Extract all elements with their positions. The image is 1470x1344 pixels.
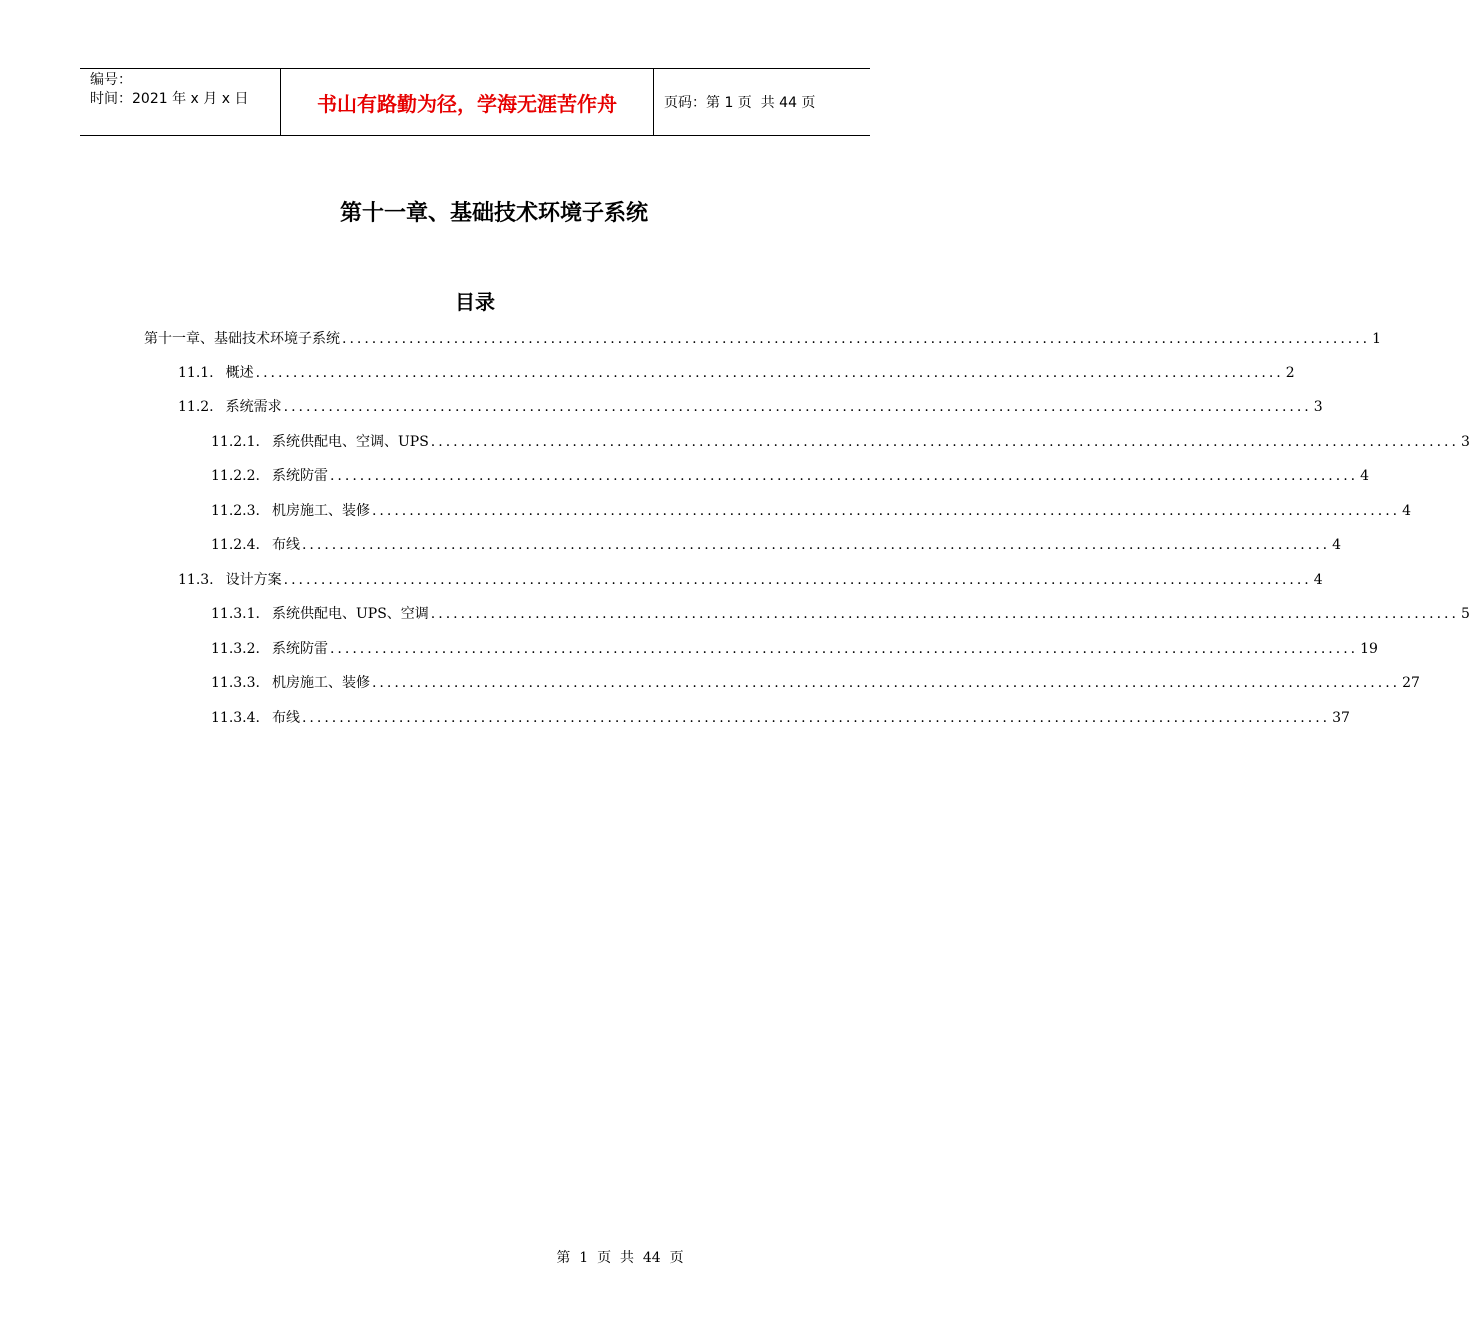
toc-entry-page: 37 xyxy=(1332,710,1350,726)
toc-leader-dots: .......................................................................................................................................... xyxy=(283,399,1312,415)
toc-entry-label: 布线 xyxy=(271,710,300,726)
toc-entry-number: 11.3.1. xyxy=(211,606,260,622)
toc-entry-page: 4 xyxy=(1313,572,1323,588)
header-meta-cell xyxy=(80,69,281,135)
toc-entry-number: 11.3. xyxy=(178,572,214,588)
toc-entry-page: 3 xyxy=(1460,434,1470,450)
header-page-cell xyxy=(654,69,870,135)
toc-entry[interactable] xyxy=(211,534,1342,556)
motto-text: 书山有路勤为径，学海无涯苦作舟 xyxy=(317,91,617,116)
toc-leader-dots: .......................................................................................................................................... xyxy=(430,434,1459,450)
toc-entry-label: 系统供配电、UPS、空调 xyxy=(271,606,429,622)
time-label: 时间：2021 年 x 月 x 日 xyxy=(90,91,249,107)
toc-entry[interactable] xyxy=(211,465,1370,487)
toc-leader-dots: .......................................................................................................................................... xyxy=(430,606,1459,622)
toc-entry[interactable] xyxy=(211,603,1470,625)
toc-entry-page: 4 xyxy=(1360,468,1370,484)
toc-entry[interactable] xyxy=(211,431,1470,453)
toc-entry[interactable] xyxy=(178,396,1323,418)
toc-entry-number: 11.2.1. xyxy=(211,434,260,450)
toc-entry-label: 系统需求 xyxy=(225,399,282,415)
page-info: 页码：第 1 页 共 44 页 xyxy=(664,95,816,111)
toc-leader-dots: .......................................................................................................................................... xyxy=(371,675,1401,691)
toc-entry[interactable] xyxy=(211,672,1420,694)
toc-entry-number: 11.1. xyxy=(178,365,214,381)
toc-entry[interactable] xyxy=(211,707,1350,729)
toc-leader-dots: .......................................................................................................................................... xyxy=(283,572,1312,588)
toc-entry-label: 设计方案 xyxy=(225,572,282,588)
toc-leader-dots: .......................................................................................................................................... xyxy=(329,468,1359,484)
toc-entry-number: 11.3.2. xyxy=(211,641,260,657)
toc-entry-page: 1 xyxy=(1372,331,1382,347)
code-label: 编号： xyxy=(90,72,132,88)
toc-entry-page: 3 xyxy=(1313,399,1323,415)
toc-entry-label: 第十一章、基础技术环境子系统 xyxy=(144,331,340,347)
toc-entry-page: 19 xyxy=(1360,641,1378,657)
toc-entry[interactable] xyxy=(178,362,1295,384)
toc-entry-page: 27 xyxy=(1402,675,1420,691)
toc-entry-label: 系统防雷 xyxy=(271,468,328,484)
toc-entry-label: 概述 xyxy=(225,365,254,381)
toc-entry[interactable] xyxy=(144,328,1382,350)
toc-title: 目录 xyxy=(455,290,495,314)
document-title: 第十一章、基础技术环境子系统 xyxy=(339,201,648,226)
toc-entry-number: 11.2. xyxy=(178,399,214,415)
toc-entry-page: 4 xyxy=(1332,537,1342,553)
toc-leader-dots: .......................................................................................................................................... xyxy=(329,641,1359,657)
toc-leader-dots: .......................................................................................................................................... xyxy=(342,331,1371,347)
toc-entry-label: 布线 xyxy=(271,537,300,553)
toc-entry[interactable] xyxy=(211,500,1412,522)
toc-entry-page: 4 xyxy=(1402,503,1412,519)
header-table xyxy=(80,68,870,136)
toc-leader-dots: .......................................................................................................................................... xyxy=(255,365,1284,381)
toc-entry[interactable] xyxy=(211,638,1378,660)
toc-entry-number: 11.2.4. xyxy=(211,537,260,553)
toc-entry-label: 系统防雷 xyxy=(271,641,328,657)
toc-leader-dots: .......................................................................................................................................... xyxy=(301,537,1331,553)
toc-leader-dots: .......................................................................................................................................... xyxy=(371,503,1401,519)
header-motto-cell xyxy=(281,69,654,135)
toc-entry-page: 2 xyxy=(1285,365,1295,381)
toc-entry-number: 11.2.2. xyxy=(211,468,260,484)
toc-entry-number: 11.3.3. xyxy=(211,675,260,691)
toc-entry-label: 机房施工、装修 xyxy=(271,503,370,519)
toc-entry-number: 11.3.4. xyxy=(211,710,260,726)
toc-entry[interactable] xyxy=(178,569,1323,591)
toc-entry-label: 机房施工、装修 xyxy=(271,675,370,691)
page-footer: 第 1 页 共 44 页 xyxy=(556,1250,684,1266)
toc-entry-page: 5 xyxy=(1460,606,1470,622)
toc-leader-dots: .......................................................................................................................................... xyxy=(301,710,1331,726)
toc-entry-label: 系统供配电、空调、UPS xyxy=(271,434,429,450)
toc-entry-number: 11.2.3. xyxy=(211,503,260,519)
